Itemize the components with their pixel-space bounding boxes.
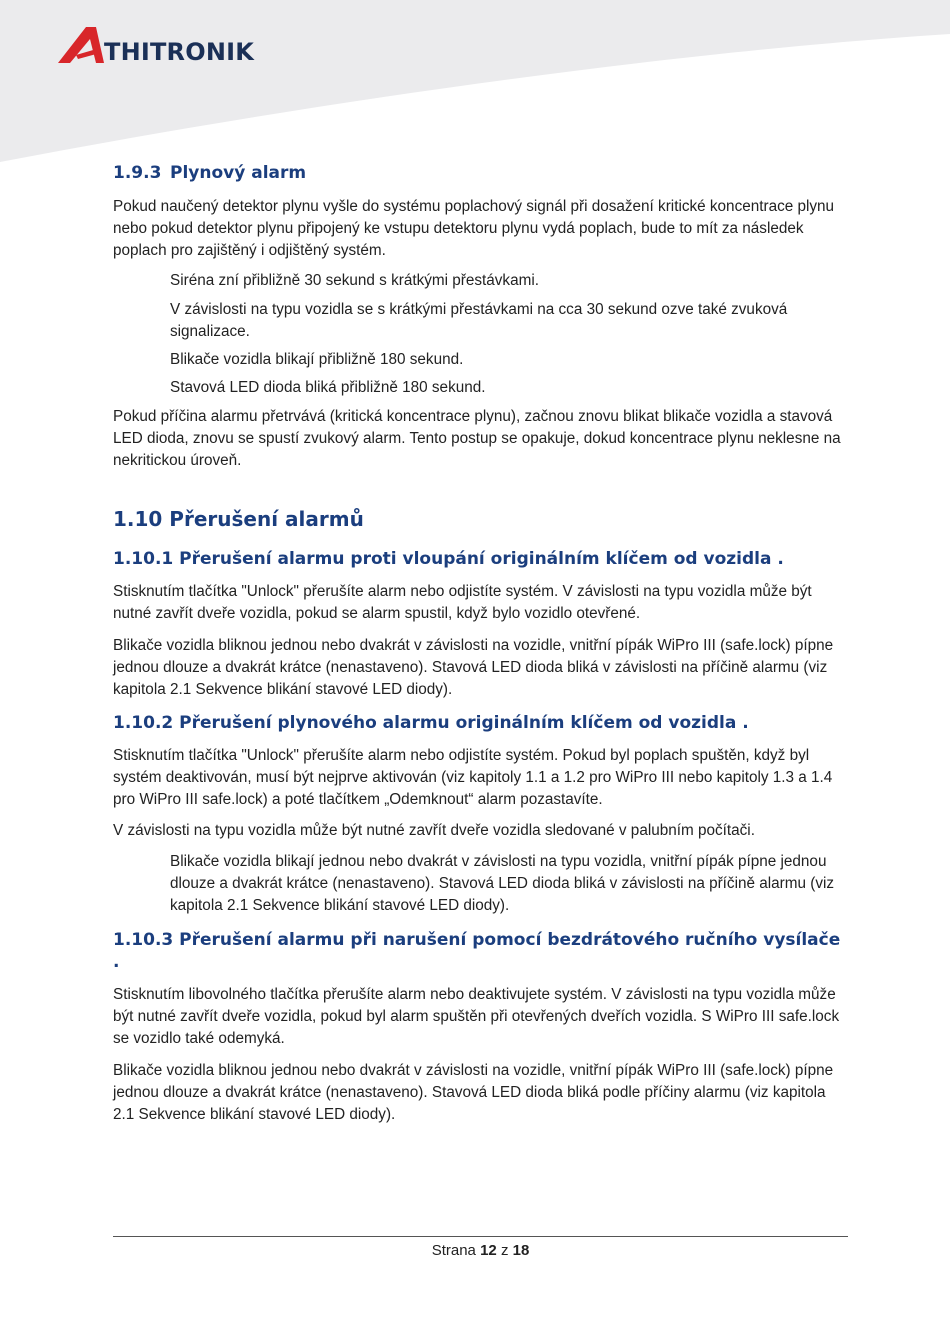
document-body [113, 160, 841, 1126]
paragraph: Blikače vozidla bliknou jednou nebo dvakrát v závislosti na vozidle, vnitřní pípák WiPro III (safe.lock) pípne jednou dlouze a dvakrát krátce (nenastaveno). Stavová LED dioda bliká v závislosti na příčině alarmu (viz kapitola 2.1 Sekvence blikání stavové LED diody). [113, 637, 834, 698]
indented-paragraph: Blikače vozidla blikají jednou nebo dvakrát v závislosti na typu vozidla, vnitřní pípák pípne jednou dlouze a dvakrát krátce (nenastaveno). Stavová LED dioda bliká v závislosti na příčině alarmu (viz kapitola 2.1 Sekvence blikání stavové LED diody). [170, 853, 835, 914]
list-item: Stavová LED dioda bliká přibližně 180 sekund. [170, 379, 486, 396]
section-heading-1-10-1: 1.10.1 Přerušení alarmu proti vloupání originálním klíčem od vozidla . [113, 549, 784, 569]
section-heading-1-10-3: 1.10.3 Přerušení alarmu při narušení pomocí bezdrátového ručního vysílače . [113, 930, 841, 972]
paragraph: V závislosti na typu vozidla může být nutné zavřít dveře vozidla sledované v palubním počítači. [113, 822, 755, 839]
list-item: Siréna zní přibližně 30 sekund s krátkými přestávkami. [170, 272, 539, 289]
section-heading-1-10: 1.10 Přerušení alarmů [113, 507, 364, 531]
current-page: 12 [480, 1242, 497, 1259]
paragraph: Pokud naučený detektor plynu vyšle do systému poplachový signál při dosažení kritické koncentrace plynu nebo pokud detektor plynu připojený ke vstupu detektoru plynu vydá poplach, bude to mít za následek poplach pro zajištěný i odjištěný systém. [113, 198, 835, 259]
paragraph: Blikače vozidla bliknou jednou nebo dvakrát v závislosti na vozidle, vnitřní pípák WiPro III (safe.lock) pípne jednou dlouze a dvakrát krátce (nenastaveno). Stavová LED dioda bliká podle příčiny alarmu (viz kapitola 2.1 Sekvence blikání stavové LED diody). [113, 1062, 834, 1123]
page-separator: z [500, 1242, 509, 1259]
paragraph: Stisknutím tlačítka "Unlock" přerušíte alarm nebo odjistíte systém. V závislosti na typu vozidla může být nutné zavřít dveře vozidla, pokud se alarm spustil, když bylo vozidlo otevřené. [113, 583, 812, 622]
list-item: V závislosti na typu vozidla se s krátkými přestávkami na cca 30 sekund ozve také zvuková signalizace. [170, 301, 788, 340]
section-title: Plynový alarm [170, 163, 307, 183]
list-item: Blikače vozidla blikají přibližně 180 sekund. [170, 351, 464, 368]
section-heading-1-10-2: 1.10.2 Přerušení plynového alarmu originálním klíčem od vozidla . [113, 713, 749, 733]
logo-text: THITRONIK [104, 38, 255, 66]
section-number: 1.9.3 [113, 163, 162, 183]
paragraph: Stisknutím tlačítka "Unlock" přerušíte alarm nebo odjistíte systém. Pokud byl poplach spuštěn, když byl systém deaktivován, musí být nejprve aktivován (viz kapitoly 1.1 a 1.2 pro WiPro III nebo kapitoly 1.3 a 1.4 pro WiPro III safe.lock) a poté tlačítkem „Odemknout“ alarm pozastavíte. [113, 747, 833, 808]
page-footer [113, 1242, 848, 1259]
paragraph: Pokud příčina alarmu přetrvává (kritická koncentrace plynu), začnou znovu blikat blikače vozidla a stavová LED dioda, znovu se spustí zvukový alarm. Tento postup se opakuje, dokud koncentrace plynu neklesne na nekritickou úroveň. [113, 408, 841, 469]
total-pages: 18 [512, 1242, 530, 1259]
paragraph: Stisknutím libovolného tlačítka přerušíte alarm nebo deaktivujete systém. V závislosti na typu vozidla může být nutné zavřít dveře vozidla, pokud byl alarm spuštěn při otevřených dveřích vozidla. S WiPro III safe.lock se vozidlo také odemyká. [113, 986, 840, 1047]
page-label: Strana [431, 1242, 476, 1259]
footer-divider [113, 1236, 848, 1237]
section-heading-1-9-3 [113, 162, 841, 184]
